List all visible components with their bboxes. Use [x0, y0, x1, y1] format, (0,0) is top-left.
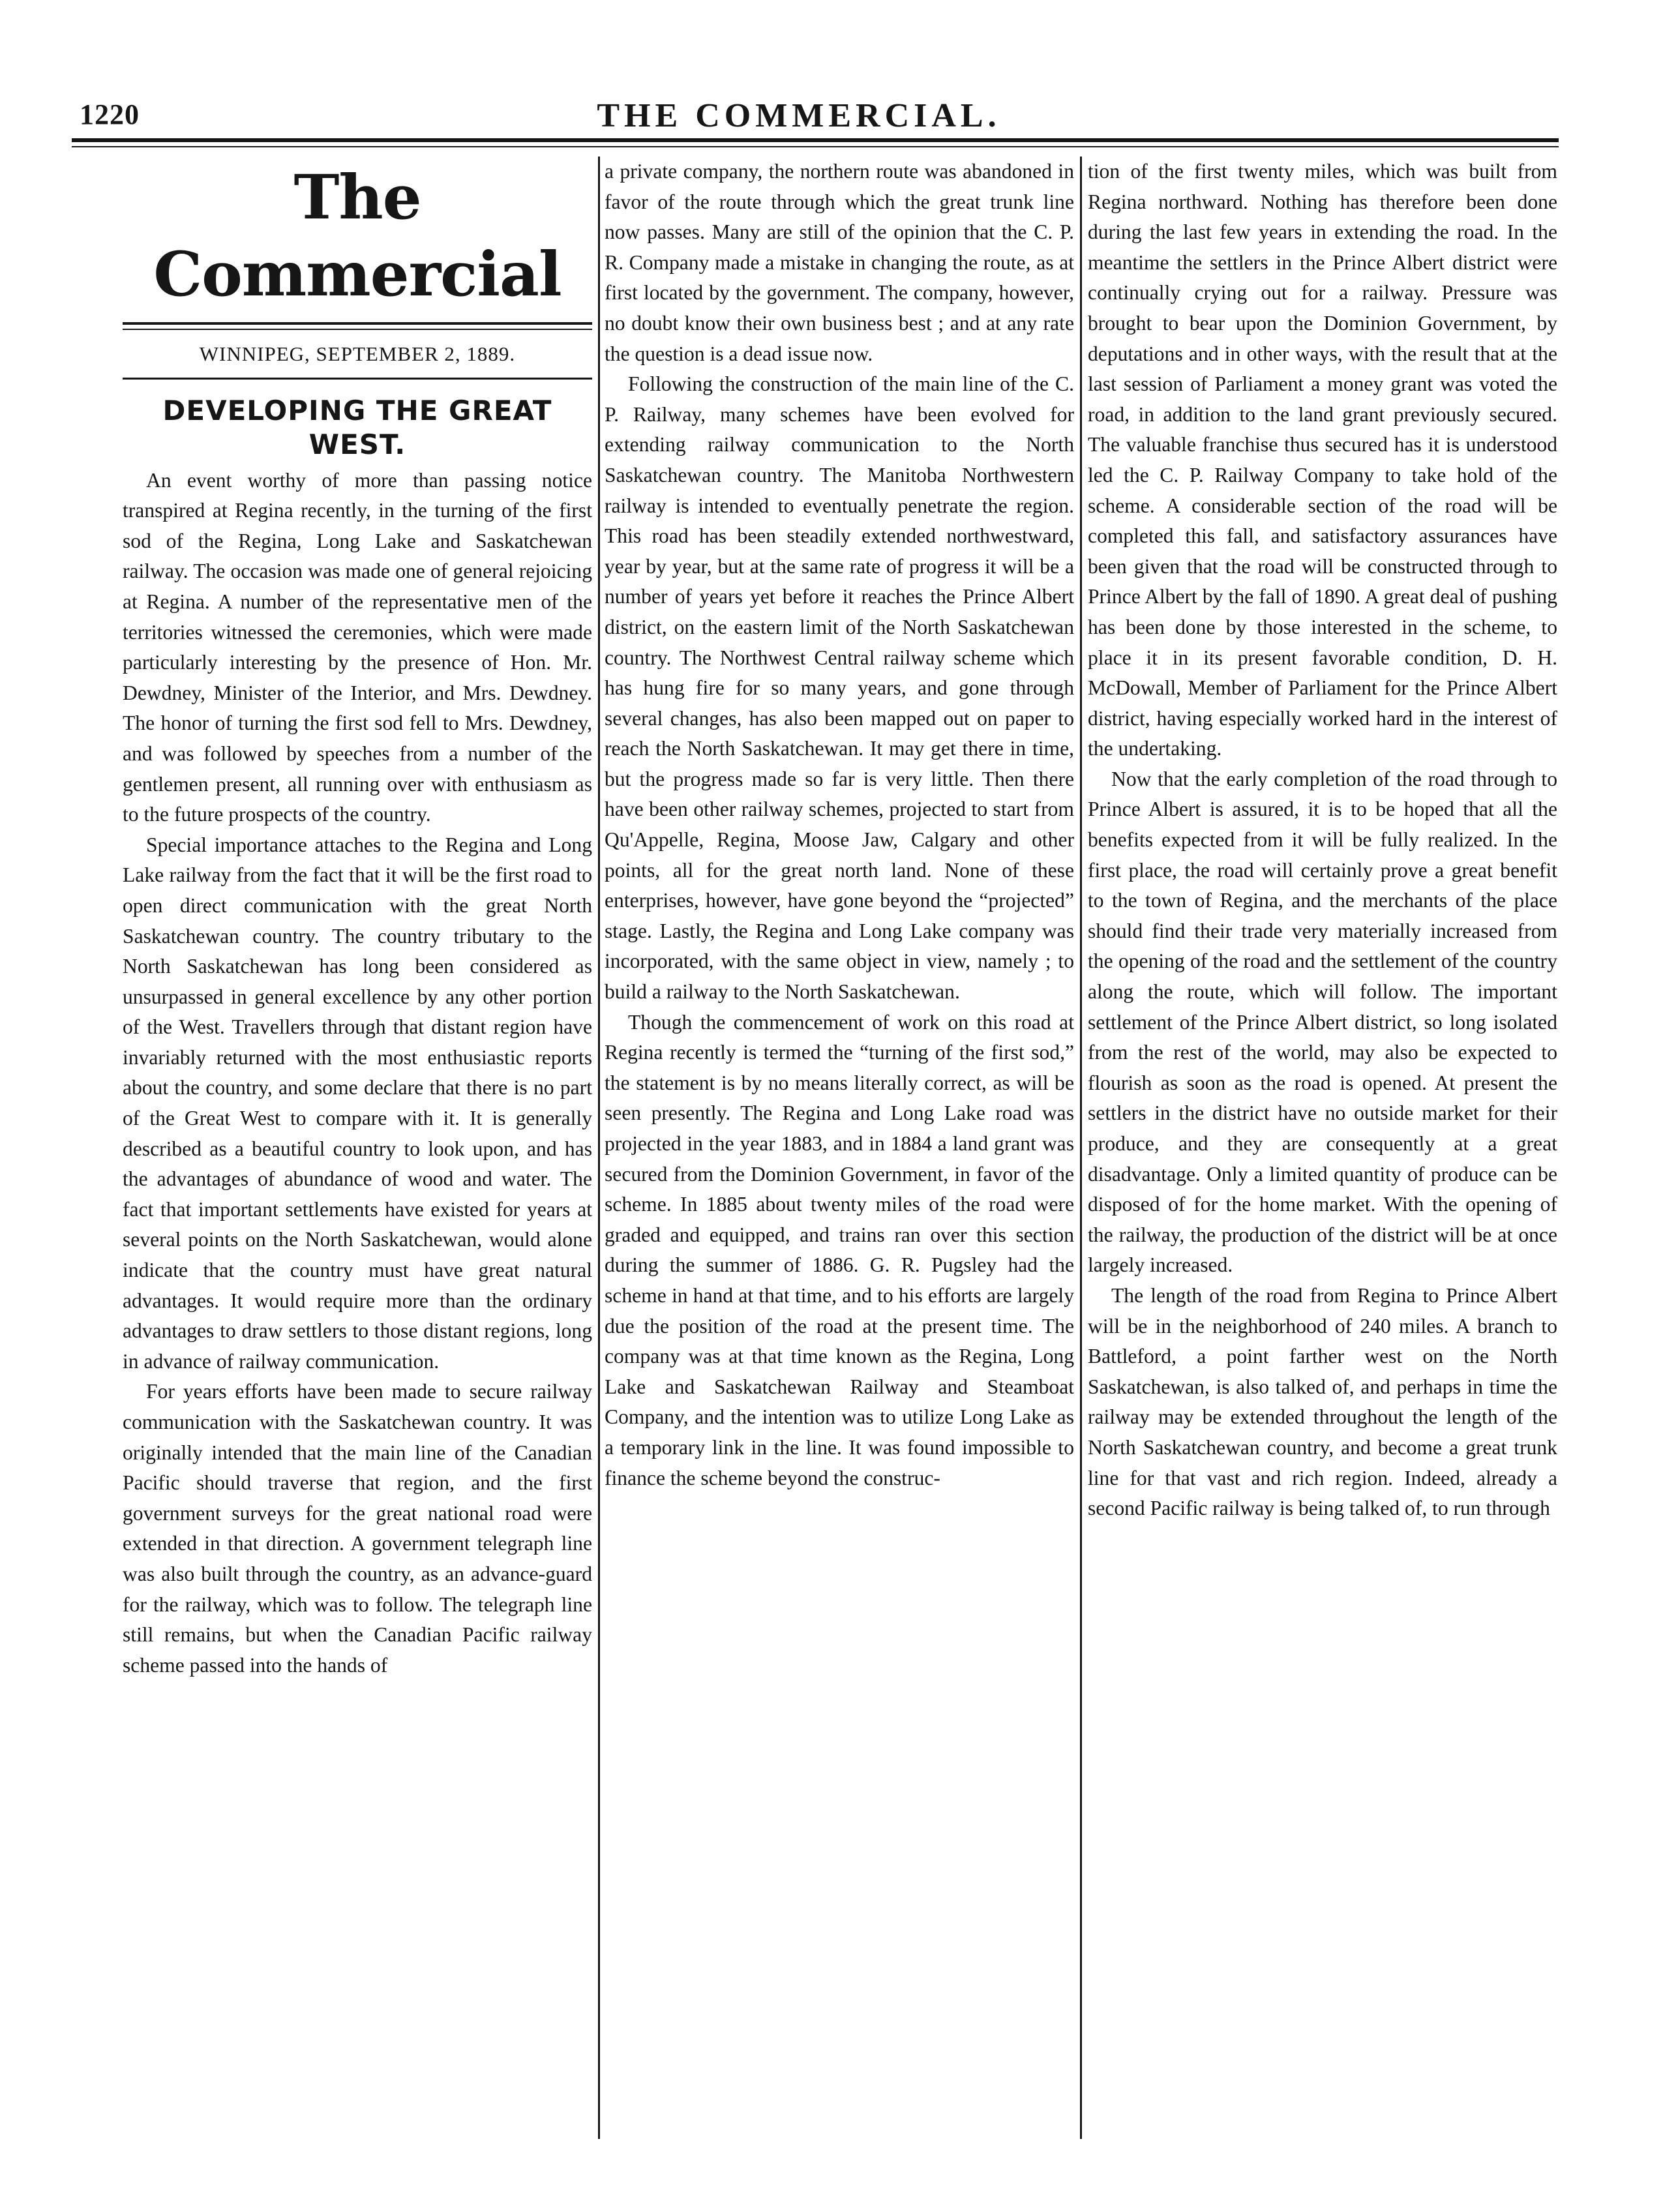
column-2 — [605, 157, 1074, 1493]
paragraph: The length of the road from Regina to Prince Albert will be in the neighborhood of 240 miles. A branch to Battleford, a point farther west on the North Saskatchewan, is also talked of, and perhaps in time the railway may be extended throughout the length of the North Saskatchewan country, and become a great trunk line for that vast and rich region. Indeed, already a second Pacific railway is being talked of, to run through — [1088, 1283, 1557, 1520]
masthead: The Commercial — [153, 162, 562, 310]
column-rule — [598, 157, 600, 2139]
masthead-rule-thin — [123, 329, 592, 330]
column-1 — [123, 157, 592, 1681]
dateline: WINNIPEG, SEPTEMBER 2, 1889. — [199, 342, 516, 365]
column-rule — [1080, 157, 1082, 2139]
journal-name: THE COMMERCIAL. — [597, 97, 1001, 134]
paragraph: Though the commencement of work on this road at Regina recently is termed the “turning of the first sod,” the statement is by no means literally correct, as will be seen presently. The Regina and Long Lake road was projected in the year 1883, and in 1884 a land grant was secured from the Dominion Government, in favor of the scheme. In 1885 about twenty miles of the road were graded and equipped, and trains ran over this section during the summer of 1886. G. R. Pugsley had the scheme in hand at that time, and to his efforts are largely due the position of the road at the present time. The company was at that time known as the Regina, Long Lake and Saskatchewan Railway and Steamboat Company, and the intention was to utilize Long Lake as a temporary link in the line. It was found impossible to finance the scheme beyond the construc- — [605, 1010, 1074, 1489]
paragraph: Now that the early completion of the road through to Prince Albert is assured, it is to be hoped that all the benefits expected from it will be fully realized. In the first place, the road will certainly prove a great benefit to the town of Regina, and the merchants of the place should find their trade very materially increased from the opening of the road and the settlement of the country along the route, which will follow. The important settlement of the Prince Albert district, so long isolated from the rest of the world, may also be expected to flourish as soon as the road is opened. At present the settlers in the district have no outside market for their produce, and they are consequently at a great disadvantage. Only a limited quantity of produce can be disposed of for the home market. With the opening of the railway, the production of the district will be at once largely increased. — [1088, 767, 1557, 1277]
paragraph: Following the construction of the main line of the C. P. Railway, many schemes have been evolved for extending railway communication to the North Saskatchewan country. The Manitoba Northwestern railway is intended to eventually penetrate the region. This road has been steadily extended northwestward, year by year, but at the same rate of progress it will be a number of years yet before it reaches the Prince Albert district, on the eastern limit of the North Saskatchewan country. The Northwest Central railway scheme which has hung fire for so many years, and gone through several changes, has also been mapped out on paper to reach the North Saskatchewan. It may get there in time, but the progress made so far is very little. Then there have been other railway schemes, projected to start from Qu'Appelle, Regina, Moose Jaw, Calgary and other points, all for the great north land. None of these enterprises, however, have gone beyond the “projected” stage. Lastly, the Regina and Long Lake company was incorporated, with the same object in view, namely ; to build a railway to the North Saskatchewan. — [605, 372, 1074, 1004]
article-title: DEVELOPING THE GREAT WEST. — [162, 394, 552, 460]
paragraph: Special importance attaches to the Regina and Long Lake railway from the fact that it will be the first road to open direct communication with the great North Saskatchewan country. The country tributary to the North Saskatchewan has long been considered as unsurpassed in general excellence by any other portion of the West. Travellers through that distant region have invariably returned with the most enthusiastic reports about the country, and some declare that there is no part of the Great West to compare with it. It is generally described as a beautiful country to look upon, and has the advantages of abundance of wood and water. The fact that important settlements have existed for years at several points on the North Saskatchewan, would alone indicate that the country must have great natural advantages. It would require more than the ordinary advantages to draw settlers to those distant regions, long in advance of railway communication. — [123, 833, 592, 1373]
paragraph: a private company, the northern route was abandoned in favor of the route through which the great trunk line now passes. Many are still of the opinion that the C. P. R. Company made a mistake in changing the route, as at first located by the government. The company, however, no doubt know their own business best ; and at any rate the question is a dead issue now. — [605, 160, 1074, 365]
paragraph: An event worthy of more than passing notice transpired at Regina recently, in the turning of the first sod of the Regina, Long Lake and Saskatchewan railway. The occasion was made one of general rejoicing at Regina. A number of the representative men of the territories witnessed the ceremonies, which were made particularly interesting by the presence of Hon. Mr. Dewdney, Minister of the Interior, and Mrs. Dewdney. The honor of turning the first sod fell to Mrs. Dewdney, and was followed by speeches from a number of the gentlemen present, all running over with enthusiasm as to the future prospects of the country. — [123, 468, 592, 826]
paragraph: tion of the first twenty miles, which was built from Regina northward. Nothing has therefore been done during the last few years in extending the road. In the meantime the settlers in the Prince Albert district were continually crying out for a railway. Pressure was brought to bear upon the Dominion Government, by deputations and in other ways, with the result that at the last session of Parliament a money grant was voted the road, in addition to the land grant previously secured. The valuable franchise thus secured has it is understood led the C. P. Railway Company to take hold of the scheme. A considerable section of the road will be completed this fall, and satisfactory assurances have been given that the road will be constructed through to Prince Albert by the fall of 1890. A great deal of pushing has been done by those interested in the scheme, to place it in its present favorable condition, D. H. McDowall, Member of Parliament for the Prince Albert district, having especially worked hard in the interest of the undertaking. — [1088, 160, 1557, 760]
paragraph: For years efforts have been made to secure railway communication with the Saskatchewan country. It was originally intended that the main line of the Canadian Pacific should traverse that region, and the first government surveys for the great national road were extended in that direction. A government telegraph line was also built through the country, as an advance-guard for the railway, which was to follow. The telegraph line still remains, but when the Canadian Pacific railway scheme passed into the hands of — [123, 1380, 592, 1677]
running-head — [39, 98, 1559, 137]
dateline-rule — [123, 378, 592, 380]
masthead-rule — [123, 322, 592, 325]
header-rule-thin — [72, 146, 1559, 147]
column-3 — [1088, 157, 1557, 1524]
page-number: 1220 — [80, 98, 140, 130]
header-rule — [72, 138, 1559, 142]
